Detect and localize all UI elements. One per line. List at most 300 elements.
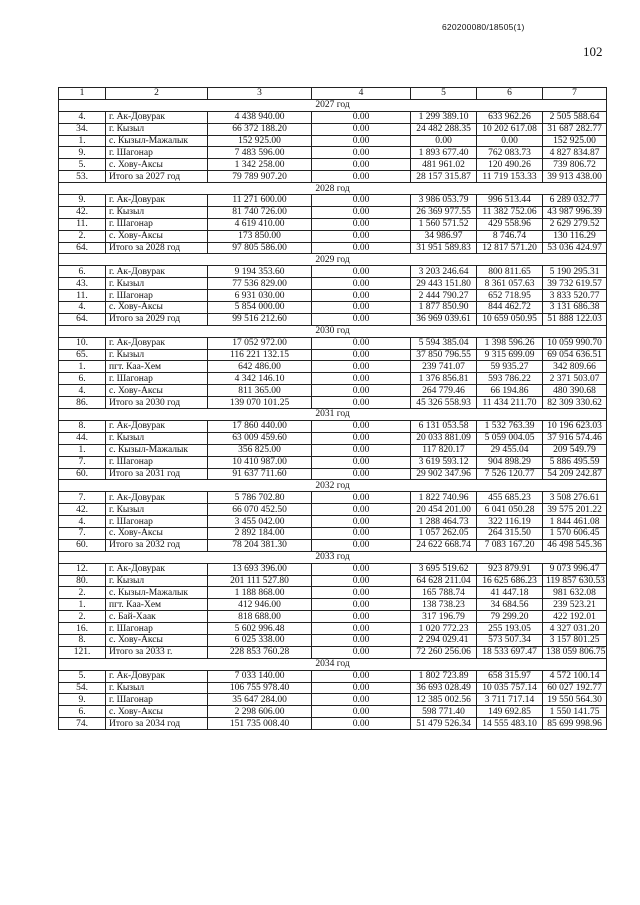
table-cell: 3 508 276.61: [543, 492, 607, 504]
year-heading-row: [59, 551, 607, 563]
table-row: [59, 706, 607, 718]
table-cell: 228 853 760.28: [208, 646, 312, 658]
table-cell: 1.: [59, 444, 106, 456]
table-cell: 412 946.00: [208, 599, 312, 611]
table-cell: 480 390.68: [543, 385, 607, 397]
table-cell: 24 482 288.35: [411, 123, 477, 135]
table-cell: 1 570 606.45: [543, 527, 607, 539]
table-cell: 1.: [59, 135, 106, 147]
table-cell: 981 632.08: [543, 587, 607, 599]
table-cell: 36 693 028.49: [411, 682, 477, 694]
table-cell: 5 059 004.05: [477, 432, 543, 444]
table-cell: 422 192.01: [543, 611, 607, 623]
table-cell: 0.00: [312, 195, 411, 207]
table-cell: г. Ак-Довурак: [106, 420, 208, 432]
table-cell: 10 059 990.70: [543, 337, 607, 349]
table-cell: 0.00: [312, 302, 411, 314]
table-cell: 642 486.00: [208, 361, 312, 373]
table-cell: 317 196.79: [411, 611, 477, 623]
table-cell: 16.: [59, 623, 106, 635]
table-cell: г. Ак-Довурак: [106, 195, 208, 207]
table-cell: с. Хову-Аксы: [106, 634, 208, 646]
table-row: [59, 527, 607, 539]
table-cell: 13 693 396.00: [208, 563, 312, 575]
table-cell: 0.00: [312, 599, 411, 611]
table-cell: 8.: [59, 420, 106, 432]
table-cell: 31 687 282.77: [543, 123, 607, 135]
table-cell: 1 376 856.81: [411, 373, 477, 385]
table-cell: 904 898.29: [477, 456, 543, 468]
table-cell: 4 619 410.00: [208, 218, 312, 230]
table-row: [59, 147, 607, 159]
table-cell: 2.: [59, 587, 106, 599]
table-cell: г. Кызыл: [106, 206, 208, 218]
table-cell: 6 931 030.00: [208, 290, 312, 302]
column-number-6: 6: [477, 88, 543, 100]
table-cell: 0.00: [312, 694, 411, 706]
table-cell: 7 526 120.77: [477, 468, 543, 480]
table-row: [59, 563, 607, 575]
table-cell: 356 825.00: [208, 444, 312, 456]
table-cell: 1 020 772.23: [411, 623, 477, 635]
table-cell: 19 550 564.30: [543, 694, 607, 706]
table-cell: 2.: [59, 611, 106, 623]
table-cell: 0.00: [312, 278, 411, 290]
table-cell: с. Хову-Аксы: [106, 385, 208, 397]
table-cell: с. Хову-Аксы: [106, 230, 208, 242]
table-cell: 43.: [59, 278, 106, 290]
table-cell: 31 951 589.83: [411, 242, 477, 254]
table-cell: 4 827 834.87: [543, 147, 607, 159]
table-cell: 77 536 829.00: [208, 278, 312, 290]
table-cell: 10 035 757.14: [477, 682, 543, 694]
table-cell: 51 479 526.34: [411, 718, 477, 730]
table-cell: 82 309 330.62: [543, 397, 607, 409]
table-cell: 1 288 464.73: [411, 516, 477, 528]
table-cell: с. Хову-Аксы: [106, 706, 208, 718]
table-cell: г. Ак-Довурак: [106, 670, 208, 682]
table-cell: 1.: [59, 361, 106, 373]
table-cell: 264 779.46: [411, 385, 477, 397]
table-cell: 8 746.74: [477, 230, 543, 242]
table-cell: 86.: [59, 397, 106, 409]
table-cell: 342 809.66: [543, 361, 607, 373]
table-cell: 1 550 141.75: [543, 706, 607, 718]
table-row: [59, 599, 607, 611]
table-cell: 201 111 527.80: [208, 575, 312, 587]
table-row: [59, 302, 607, 314]
table-row: [59, 718, 607, 730]
table-cell: 739 806.72: [543, 159, 607, 171]
table-cell: 20 033 881.09: [411, 432, 477, 444]
table-row: [59, 504, 607, 516]
table-cell: 10 202 617.08: [477, 123, 543, 135]
year-heading: 2027 год: [59, 99, 607, 111]
table-cell: 0.00: [312, 492, 411, 504]
table-cell: 7 033 140.00: [208, 670, 312, 682]
table-cell: г. Шагонар: [106, 147, 208, 159]
table-row: [59, 444, 607, 456]
table-cell: 10 410 987.00: [208, 456, 312, 468]
year-heading: 2032 год: [59, 480, 607, 492]
table-cell: 5 602 996.48: [208, 623, 312, 635]
table-cell: 1 893 677.40: [411, 147, 477, 159]
column-number-row: [59, 88, 607, 100]
table-cell: 78 204 381.30: [208, 539, 312, 551]
year-heading: 2030 год: [59, 325, 607, 337]
table-cell: 0.00: [312, 111, 411, 123]
table-cell: 80.: [59, 575, 106, 587]
table-cell: 66 372 188.20: [208, 123, 312, 135]
table-cell: 0.00: [312, 266, 411, 278]
table-row: [59, 646, 607, 658]
table-cell: Итого за 2033 г.: [106, 646, 208, 658]
table-cell: 7.: [59, 456, 106, 468]
table-cell: 11 271 600.00: [208, 195, 312, 207]
table-cell: 6.: [59, 706, 106, 718]
table-row: [59, 242, 607, 254]
table-row: [59, 349, 607, 361]
table-cell: 37 850 796.55: [411, 349, 477, 361]
table-cell: 1 057 262.05: [411, 527, 477, 539]
column-number-3: 3: [208, 88, 312, 100]
table-row: [59, 468, 607, 480]
table-cell: 12 817 571.20: [477, 242, 543, 254]
table-cell: 1 877 850.90: [411, 302, 477, 314]
table-cell: 54.: [59, 682, 106, 694]
table-cell: пгт. Каа-Хем: [106, 599, 208, 611]
table-cell: 9 194 353.60: [208, 266, 312, 278]
table-cell: г. Шагонар: [106, 456, 208, 468]
table-cell: 54 209 242.87: [543, 468, 607, 480]
table-row: [59, 159, 607, 171]
table-cell: 0.00: [312, 349, 411, 361]
table-cell: 4 327 031.20: [543, 623, 607, 635]
table-cell: 53.: [59, 171, 106, 183]
table-cell: 79 299.20: [477, 611, 543, 623]
year-heading-row: [59, 325, 607, 337]
table-cell: 6 041 050.28: [477, 504, 543, 516]
table-cell: 996 513.44: [477, 195, 543, 207]
table-cell: 39 913 438.00: [543, 171, 607, 183]
table-cell: 60.: [59, 539, 106, 551]
table-cell: 138 059 806.75: [543, 646, 607, 658]
table-cell: 65.: [59, 349, 106, 361]
table-cell: 42.: [59, 504, 106, 516]
table-row: [59, 361, 607, 373]
table-row: [59, 492, 607, 504]
table-cell: Итого за 2027 год: [106, 171, 208, 183]
table-cell: 0.00: [312, 444, 411, 456]
table-row: [59, 385, 607, 397]
table-cell: 4.: [59, 111, 106, 123]
table-cell: 5 786 702.80: [208, 492, 312, 504]
table-cell: 121.: [59, 646, 106, 658]
table-cell: 74.: [59, 718, 106, 730]
table-cell: 6.: [59, 266, 106, 278]
table-cell: 4 572 100.14: [543, 670, 607, 682]
table-cell: 844 462.72: [477, 302, 543, 314]
table-cell: 2 505 588.64: [543, 111, 607, 123]
table-cell: 9.: [59, 195, 106, 207]
table-cell: 0.00: [411, 135, 477, 147]
table-cell: 29 902 347.96: [411, 468, 477, 480]
table-cell: г. Ак-Довурак: [106, 266, 208, 278]
year-heading: 2029 год: [59, 254, 607, 266]
table-cell: 28 157 315.87: [411, 171, 477, 183]
table-row: [59, 516, 607, 528]
table-cell: г. Ак-Довурак: [106, 111, 208, 123]
table-cell: 106 755 978.40: [208, 682, 312, 694]
table-cell: 652 718.95: [477, 290, 543, 302]
table-cell: 39 732 619.57: [543, 278, 607, 290]
table-cell: 0.00: [312, 218, 411, 230]
table-cell: 0.00: [312, 670, 411, 682]
table-cell: 12.: [59, 563, 106, 575]
table-cell: 6 289 032.77: [543, 195, 607, 207]
table-cell: 117 820.17: [411, 444, 477, 456]
table-cell: 9 073 996.47: [543, 563, 607, 575]
column-number-7: 7: [543, 88, 607, 100]
table-cell: 7 083 167.20: [477, 539, 543, 551]
table-cell: 11 719 153.33: [477, 171, 543, 183]
table-header: [59, 88, 607, 100]
table-cell: 24 622 668.74: [411, 539, 477, 551]
table-cell: 26 369 977.55: [411, 206, 477, 218]
table-cell: 91 637 711.60: [208, 468, 312, 480]
table-cell: г. Шагонар: [106, 694, 208, 706]
table-cell: 0.00: [312, 337, 411, 349]
table-cell: 1 560 571.52: [411, 218, 477, 230]
table-cell: 239 523.21: [543, 599, 607, 611]
table-cell: 64.: [59, 242, 106, 254]
table-cell: 165 788.74: [411, 587, 477, 599]
table-cell: 0.00: [312, 432, 411, 444]
table-cell: 60.: [59, 468, 106, 480]
table-cell: 139 070 101.25: [208, 397, 312, 409]
table-body: [59, 99, 607, 729]
table-row: [59, 206, 607, 218]
table-cell: 6 131 053.58: [411, 420, 477, 432]
table-cell: 37 916 574.46: [543, 432, 607, 444]
table-row: [59, 611, 607, 623]
table-cell: 481 961.02: [411, 159, 477, 171]
table-cell: 11 382 752.06: [477, 206, 543, 218]
table-cell: 0.00: [312, 206, 411, 218]
table-cell: 3 619 593.12: [411, 456, 477, 468]
table-cell: 53 036 424.97: [543, 242, 607, 254]
year-heading-row: [59, 480, 607, 492]
table-cell: 11.: [59, 218, 106, 230]
table-cell: 45 326 558.93: [411, 397, 477, 409]
table-cell: 0.00: [312, 539, 411, 551]
table-cell: с. Хову-Аксы: [106, 302, 208, 314]
table-cell: 2 294 029.41: [411, 634, 477, 646]
table-cell: 923 879.91: [477, 563, 543, 575]
table-cell: 9 315 699.09: [477, 349, 543, 361]
table-cell: 0.00: [477, 135, 543, 147]
table-cell: 0.00: [312, 468, 411, 480]
table-cell: с. Хову-Аксы: [106, 527, 208, 539]
table-cell: 1 532 763.39: [477, 420, 543, 432]
table-row: [59, 337, 607, 349]
table-cell: 59 935.27: [477, 361, 543, 373]
table-cell: 17 860 440.00: [208, 420, 312, 432]
table-row: [59, 230, 607, 242]
table-cell: 99 516 212.60: [208, 313, 312, 325]
table-cell: 29 443 151.80: [411, 278, 477, 290]
table-cell: г. Ак-Довурак: [106, 563, 208, 575]
table-cell: 255 193.05: [477, 623, 543, 635]
table-cell: г. Шагонар: [106, 623, 208, 635]
table-cell: 11 434 211.70: [477, 397, 543, 409]
table-cell: 119 857 630.53: [543, 575, 607, 587]
table-row: [59, 278, 607, 290]
table-cell: 0.00: [312, 623, 411, 635]
table-cell: 0.00: [312, 718, 411, 730]
table-cell: 1.: [59, 599, 106, 611]
table-cell: 116 221 132.15: [208, 349, 312, 361]
table-cell: 800 811.65: [477, 266, 543, 278]
table-cell: 46 498 545.36: [543, 539, 607, 551]
table-cell: 455 685.23: [477, 492, 543, 504]
table-cell: 818 688.00: [208, 611, 312, 623]
table-cell: 593 786.22: [477, 373, 543, 385]
table-cell: 0.00: [312, 611, 411, 623]
table-cell: 1 844 461.08: [543, 516, 607, 528]
year-heading: 2028 год: [59, 183, 607, 195]
table-cell: г. Кызыл: [106, 123, 208, 135]
table-row: [59, 456, 607, 468]
table-cell: г. Шагонар: [106, 373, 208, 385]
table-cell: с. Кызыл-Мажалык: [106, 587, 208, 599]
table-row: [59, 397, 607, 409]
table-cell: 239 741.07: [411, 361, 477, 373]
table-cell: с. Кызыл-Мажалык: [106, 444, 208, 456]
column-number-2: 2: [106, 88, 208, 100]
table-cell: 0.00: [312, 397, 411, 409]
table-row: [59, 634, 607, 646]
table-cell: 3 711 717.14: [477, 694, 543, 706]
table-cell: г. Ак-Довурак: [106, 492, 208, 504]
table-cell: 0.00: [312, 682, 411, 694]
table-cell: г. Кызыл: [106, 432, 208, 444]
table-cell: 2 444 790.27: [411, 290, 477, 302]
table-cell: 0.00: [312, 361, 411, 373]
table-cell: 2 629 279.52: [543, 218, 607, 230]
table-cell: 44.: [59, 432, 106, 444]
table-row: [59, 539, 607, 551]
table-cell: 79 789 907.20: [208, 171, 312, 183]
table-cell: 0.00: [312, 135, 411, 147]
table-cell: 0.00: [312, 456, 411, 468]
year-heading-row: [59, 658, 607, 670]
table-cell: 152 925.00: [543, 135, 607, 147]
table-cell: 43 987 996.39: [543, 206, 607, 218]
table-cell: 209 549.79: [543, 444, 607, 456]
table-row: [59, 135, 607, 147]
table-cell: 0.00: [312, 504, 411, 516]
table-cell: 5.: [59, 159, 106, 171]
data-table: [58, 87, 607, 730]
table-cell: 14 555 483.10: [477, 718, 543, 730]
table-cell: 573 507.34: [477, 634, 543, 646]
table-cell: 6.: [59, 373, 106, 385]
year-heading: 2033 год: [59, 551, 607, 563]
table-cell: 2 298 606.00: [208, 706, 312, 718]
table-cell: 4 438 940.00: [208, 111, 312, 123]
table-cell: 633 962.26: [477, 111, 543, 123]
table-cell: с. Хову-Аксы: [106, 159, 208, 171]
table-cell: 8.: [59, 634, 106, 646]
table-cell: 1 398 596.26: [477, 337, 543, 349]
table-cell: 173 850.00: [208, 230, 312, 242]
table-cell: 7.: [59, 492, 106, 504]
column-number-5: 5: [411, 88, 477, 100]
table-cell: 0.00: [312, 313, 411, 325]
table-cell: 130 116.29: [543, 230, 607, 242]
table-cell: 85 699 998.96: [543, 718, 607, 730]
table-cell: 5 854 000.00: [208, 302, 312, 314]
table-cell: г. Ак-Довурак: [106, 337, 208, 349]
table-cell: Итого за 2028 год: [106, 242, 208, 254]
table-row: [59, 432, 607, 444]
table-cell: 64 628 211.04: [411, 575, 477, 587]
table-cell: 138 738.23: [411, 599, 477, 611]
table-row: [59, 623, 607, 635]
table-cell: Итого за 2029 год: [106, 313, 208, 325]
table-cell: 2 892 184.00: [208, 527, 312, 539]
table-cell: 0.00: [312, 290, 411, 302]
table-cell: 60 027 192.77: [543, 682, 607, 694]
table-cell: 0.00: [312, 171, 411, 183]
table-cell: г. Кызыл: [106, 575, 208, 587]
table-cell: 12 385 002.56: [411, 694, 477, 706]
table-cell: 0.00: [312, 587, 411, 599]
table-cell: 1 342 258.00: [208, 159, 312, 171]
table-cell: 2 371 503.07: [543, 373, 607, 385]
table-cell: 63 009 459.60: [208, 432, 312, 444]
table-cell: 34 684.56: [477, 599, 543, 611]
table-cell: г. Кызыл: [106, 504, 208, 516]
column-number-4: 4: [312, 88, 411, 100]
table-row: [59, 587, 607, 599]
table-cell: 66 070 452.50: [208, 504, 312, 516]
year-heading-row: [59, 409, 607, 421]
table-cell: 0.00: [312, 646, 411, 658]
table-cell: г. Кызыл: [106, 349, 208, 361]
table-cell: 10.: [59, 337, 106, 349]
table-cell: 20 454 201.00: [411, 504, 477, 516]
table-cell: 7 483 596.00: [208, 147, 312, 159]
table-cell: 3 986 053.79: [411, 195, 477, 207]
document-id: 620200080/18505(1): [442, 22, 525, 32]
table-cell: 18 533 697.47: [477, 646, 543, 658]
table-cell: 11.: [59, 290, 106, 302]
table-cell: 1 188 868.00: [208, 587, 312, 599]
table-cell: 2.: [59, 230, 106, 242]
table-cell: 3 131 686.38: [543, 302, 607, 314]
table-row: [59, 694, 607, 706]
table-row: [59, 218, 607, 230]
table-cell: г. Кызыл: [106, 682, 208, 694]
table-cell: 1 822 740.96: [411, 492, 477, 504]
table-cell: Итого за 2030 год: [106, 397, 208, 409]
table-cell: 149 692.85: [477, 706, 543, 718]
table-cell: 42.: [59, 206, 106, 218]
table-row: [59, 575, 607, 587]
table-row: [59, 313, 607, 325]
